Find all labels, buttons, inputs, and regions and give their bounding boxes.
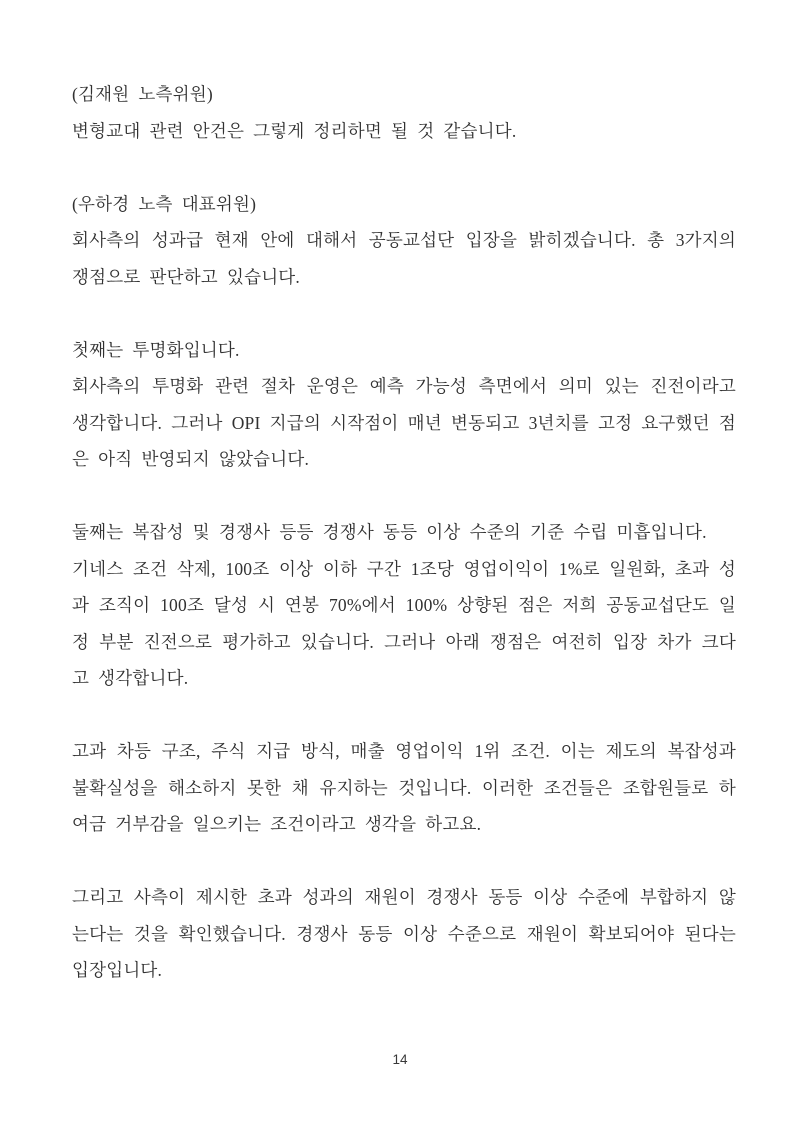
- speaker-line: (김재원 노측위원): [72, 84, 213, 104]
- paragraph: 첫째는 투명화입니다.: [72, 339, 240, 360]
- paragraph: 회사측의 투명화 관련 절차 운영은 예측 가능성 측면에서 의미 있는 진전이라고 생각합니다. 그러나 OPI 지급의 시작점이 매년 변동되고 3년치를 고정 요구했던 점은 아직 반영되지 않았습니다.: [72, 376, 736, 469]
- speech-block-woo: [72, 186, 736, 296]
- topic-block-funding: [72, 879, 736, 989]
- speaker-line: (우하경 노측 대표위원): [72, 193, 257, 214]
- paragraph: 변형교대 관련 안건은 그렇게 정리하면 될 것 같습니다.: [72, 120, 517, 141]
- paragraph: 그리고 사측이 제시한 초과 성과의 재원이 경쟁사 동등 이상 수준에 부합하지 않는다는 것을 확인했습니다. 경쟁사 동등 이상 수준으로 재원이 확보되어야 된다는 입장입니다.: [72, 887, 736, 980]
- topic-block-conditions: [72, 733, 736, 843]
- paragraph: 회사측의 성과급 현재 안에 대해서 공동교섭단 입장을 밝히겠습니다. 총 3가지의 쟁점으로 판단하고 있습니다.: [72, 230, 736, 287]
- paragraph: 기네스 조건 삭제, 100조 이상 이하 구간 1조당 영업이익이 1%로 일원화, 초과 성과 조직이 100조 달성 시 연봉 70%에서 100% 상향된 점은 저희 공동교섭단도 일정 부분 진전으로 평가하고 있습니다. 그러나 아래 쟁점은 여전히 입장 차가 크다고 생각합니다.: [72, 558, 736, 688]
- topic-block-second: [72, 514, 736, 697]
- paragraph: 고과 차등 구조, 주식 지급 방식, 매출 영업이익 1위 조건. 이는 제도의 복잡성과 불확실성을 해소하지 못한 채 유지하는 것입니다. 이러한 조건들은 조합원들로 하여금 거부감을 일으키는 조건이라고 생각을 하고요.: [72, 741, 736, 834]
- page-number: 14: [392, 1052, 408, 1067]
- document-content: [72, 76, 736, 989]
- speech-block-kim: [72, 76, 736, 149]
- paragraph: 둘째는 복잡성 및 경쟁사 등등 경쟁사 동등 이상 수준의 기준 수립 미흡입니다.: [72, 522, 707, 542]
- topic-block-first: [72, 332, 736, 478]
